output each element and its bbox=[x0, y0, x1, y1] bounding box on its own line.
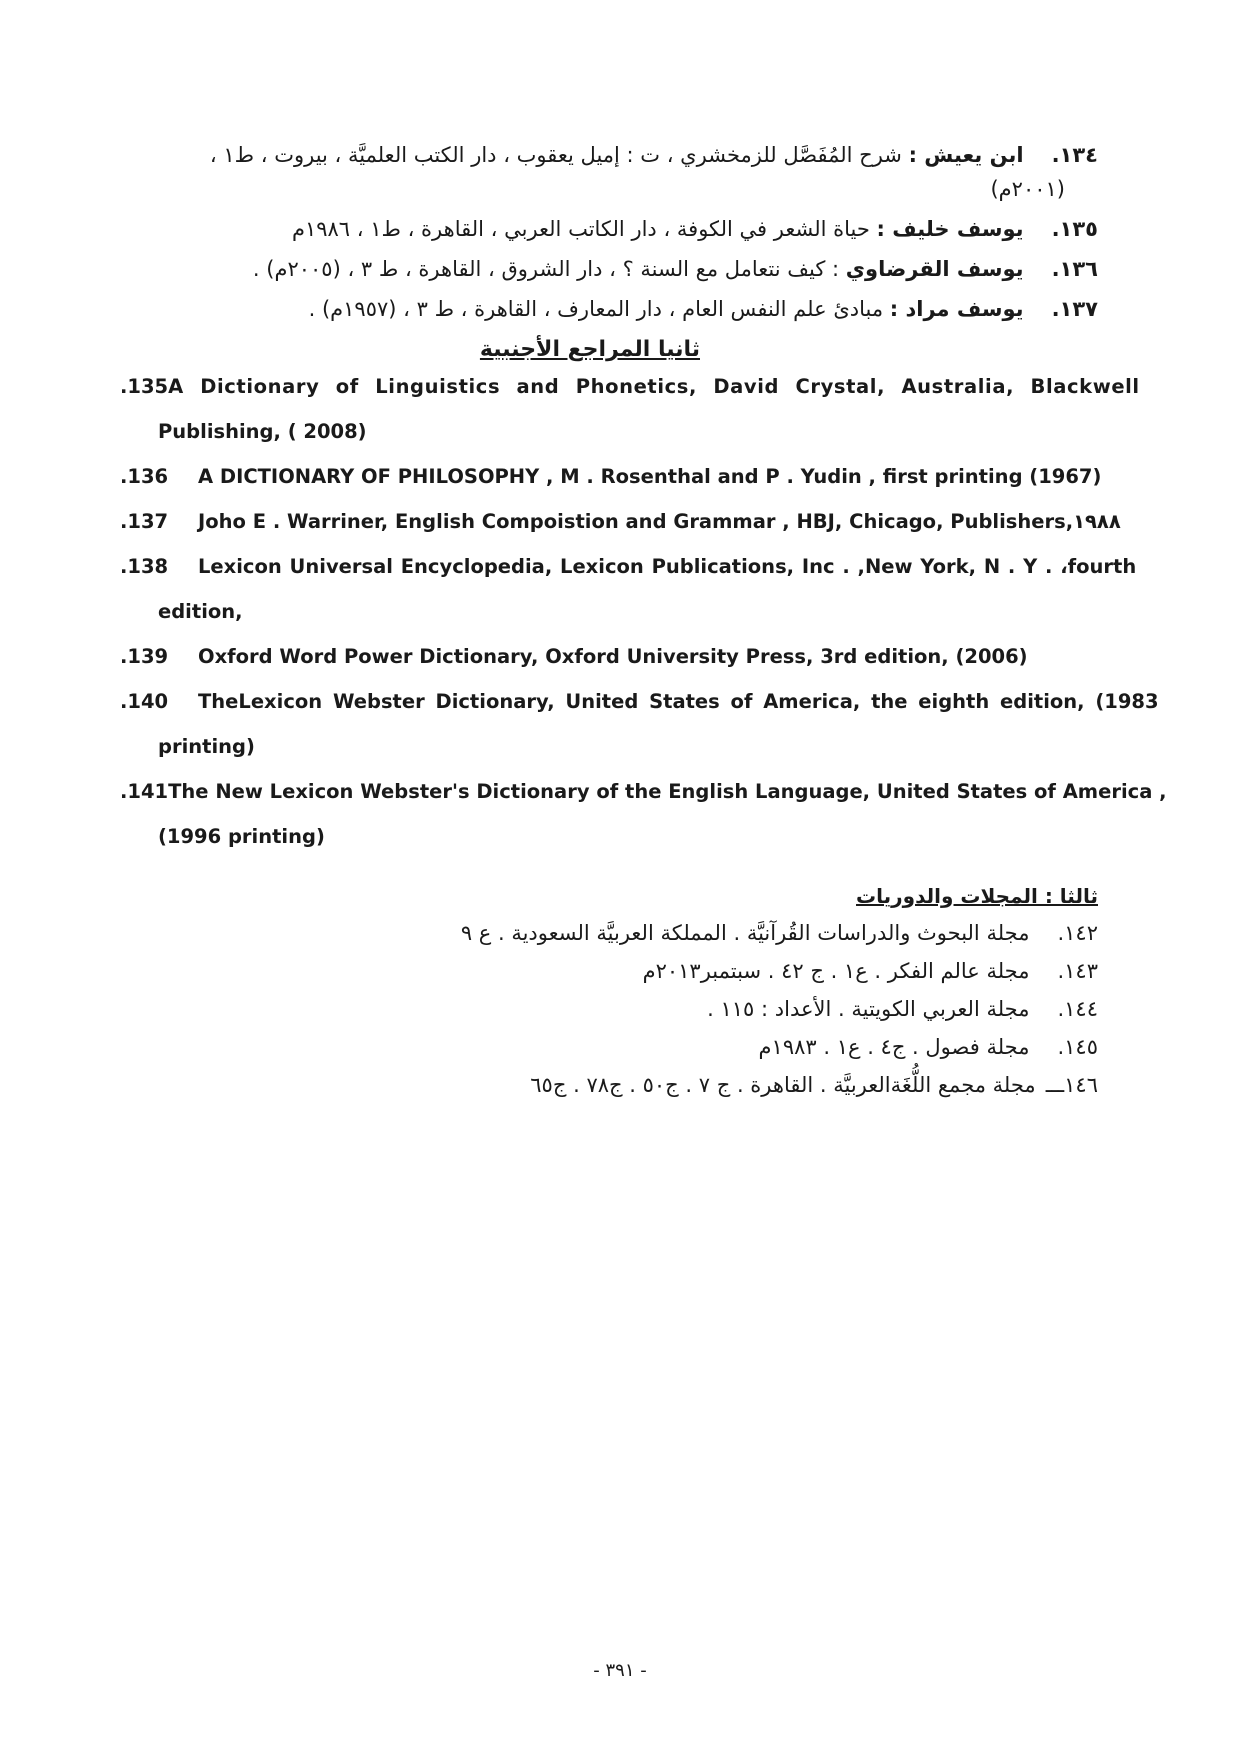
ref-number: ١٣٦. bbox=[1051, 257, 1098, 281]
journal-text: مجلة عالم الفكر . ع١ . ج ٤٢ . سبتمبر٢٠١٣م bbox=[642, 959, 1030, 983]
ref-number: ١٣٧. bbox=[1051, 297, 1098, 321]
ref-author: يوسف مراد : bbox=[889, 297, 1024, 321]
ref-details: حياة الشعر في الكوفة ، دار الكاتب العربي ، القاهرة ، ط١ ، ١٩٨٦م bbox=[291, 217, 877, 241]
ref-details: شرح المُفَصَّل للزمخشري ، ت : إميل يعقوب ، دار الكتب العلميَّة ، بيروت ، ط١ ، bbox=[209, 143, 909, 167]
journal-number: ١٤٣. bbox=[1057, 959, 1098, 983]
ref-number: .140 bbox=[120, 690, 169, 713]
english-ref-141-continuation: (1996 printing) bbox=[158, 825, 325, 848]
ref-number: .137 bbox=[120, 510, 169, 533]
english-ref-138 bbox=[120, 553, 1136, 581]
foreign-references-heading: ثانيا المراجع الأجنبية bbox=[479, 337, 700, 362]
english-ref-139 bbox=[120, 643, 1028, 671]
english-ref-135 bbox=[120, 373, 1140, 401]
ref-number: ١٣٥. bbox=[1051, 217, 1098, 241]
ref-text: TheLexicon Webster Dictionary, United States of America, the eighth edition, (1983 bbox=[198, 690, 1159, 713]
journals-heading: ثالثا : المجلات والدوريات bbox=[856, 884, 1098, 908]
journal-text: مجلة العربي الكويتية . الأعداد : ١١٥ . bbox=[707, 997, 1030, 1021]
ref-number: .135 bbox=[120, 375, 169, 398]
arabic-ref-134-continuation bbox=[990, 174, 1065, 204]
ref-text: A DICTIONARY OF PHILOSOPHY , M . Rosenthal and P . Yudin , first printing (1967) bbox=[198, 465, 1102, 488]
journal-145 bbox=[759, 1032, 1098, 1062]
ref-text: The New Lexicon Webster's Dictionary of the English Language, United States of America , bbox=[168, 780, 1167, 803]
ref-author: ابن يعيش : bbox=[908, 143, 1024, 167]
journal-number: ١٤٤. bbox=[1057, 997, 1098, 1021]
ref-text: Joho E . Warriner, English Compoistion and Grammar , HBJ, Chicago, Publishers,١٩٨٨ bbox=[198, 510, 1121, 533]
journal-text: مجلة البحوث والدراسات القُرآنيَّة . المملكة العربيَّة السعودية . ع ٩ bbox=[460, 921, 1030, 945]
english-ref-140-continuation: printing) bbox=[158, 735, 255, 758]
ref-number: .139 bbox=[120, 645, 169, 668]
ref-continuation: (٢٠٠١م) bbox=[990, 177, 1065, 201]
arabic-ref-135 bbox=[292, 214, 1098, 244]
journal-text: مجلة فصول . ج٤ . ع١ . ١٩٨٣م bbox=[758, 1035, 1030, 1059]
english-ref-140 bbox=[120, 688, 1159, 716]
ref-text-content: A Dictionary of Linguistics and Phonetics, David Crystal, Australia, Blackwell bbox=[168, 375, 1140, 398]
english-ref-136 bbox=[120, 463, 1101, 491]
ref-number: .136 bbox=[120, 465, 169, 488]
journal-143 bbox=[643, 956, 1098, 986]
ref-number: ١٣٤. bbox=[1051, 143, 1098, 167]
arabic-ref-136 bbox=[253, 254, 1098, 284]
ref-text bbox=[168, 373, 1140, 401]
ref-author: يوسف خليف : bbox=[876, 217, 1024, 241]
english-ref-141 bbox=[120, 778, 1167, 806]
page-number: - ٣٩١ - bbox=[593, 1660, 647, 1681]
journal-144 bbox=[707, 994, 1098, 1024]
english-ref-135-continuation: Publishing, ( 2008) bbox=[158, 420, 367, 443]
english-ref-137 bbox=[120, 508, 1121, 536]
ref-author: يوسف القرضاوي bbox=[845, 257, 1024, 281]
journal-number: ١٤٢. bbox=[1057, 921, 1098, 945]
journal-142 bbox=[461, 918, 1098, 948]
ref-text: Oxford Word Power Dictionary, Oxford University Press, 3rd edition, (2006) bbox=[198, 645, 1028, 668]
journal-number: ١٤٦ـــ bbox=[1045, 1073, 1098, 1097]
english-ref-138-continuation: edition, bbox=[158, 600, 243, 623]
journal-number: ١٤٥. bbox=[1057, 1035, 1098, 1059]
ref-number: .141 bbox=[120, 780, 169, 803]
arabic-ref-137 bbox=[309, 294, 1098, 324]
ref-text: Lexicon Universal Encyclopedia, Lexicon Publications, Inc . ,New York, N . Y . ،fourth bbox=[198, 555, 1137, 578]
journal-text: مجلة مجمع اللُّغَةالعربيَّة . القاهرة . ج ٧ . ج٥٠ . ج٧٨ . ج٦٥ bbox=[530, 1073, 1036, 1097]
ref-details: : كيف نتعامل مع السنة ؟ ، دار الشروق ، القاهرة ، ط ٣ ، (٢٠٠٥م) . bbox=[252, 257, 846, 281]
ref-number: .138 bbox=[120, 555, 169, 578]
journal-146 bbox=[530, 1070, 1098, 1100]
arabic-ref-134 bbox=[210, 140, 1098, 170]
ref-details: مبادئ علم النفس العام ، دار المعارف ، القاهرة ، ط ٣ ، (١٩٥٧م) . bbox=[308, 297, 890, 321]
